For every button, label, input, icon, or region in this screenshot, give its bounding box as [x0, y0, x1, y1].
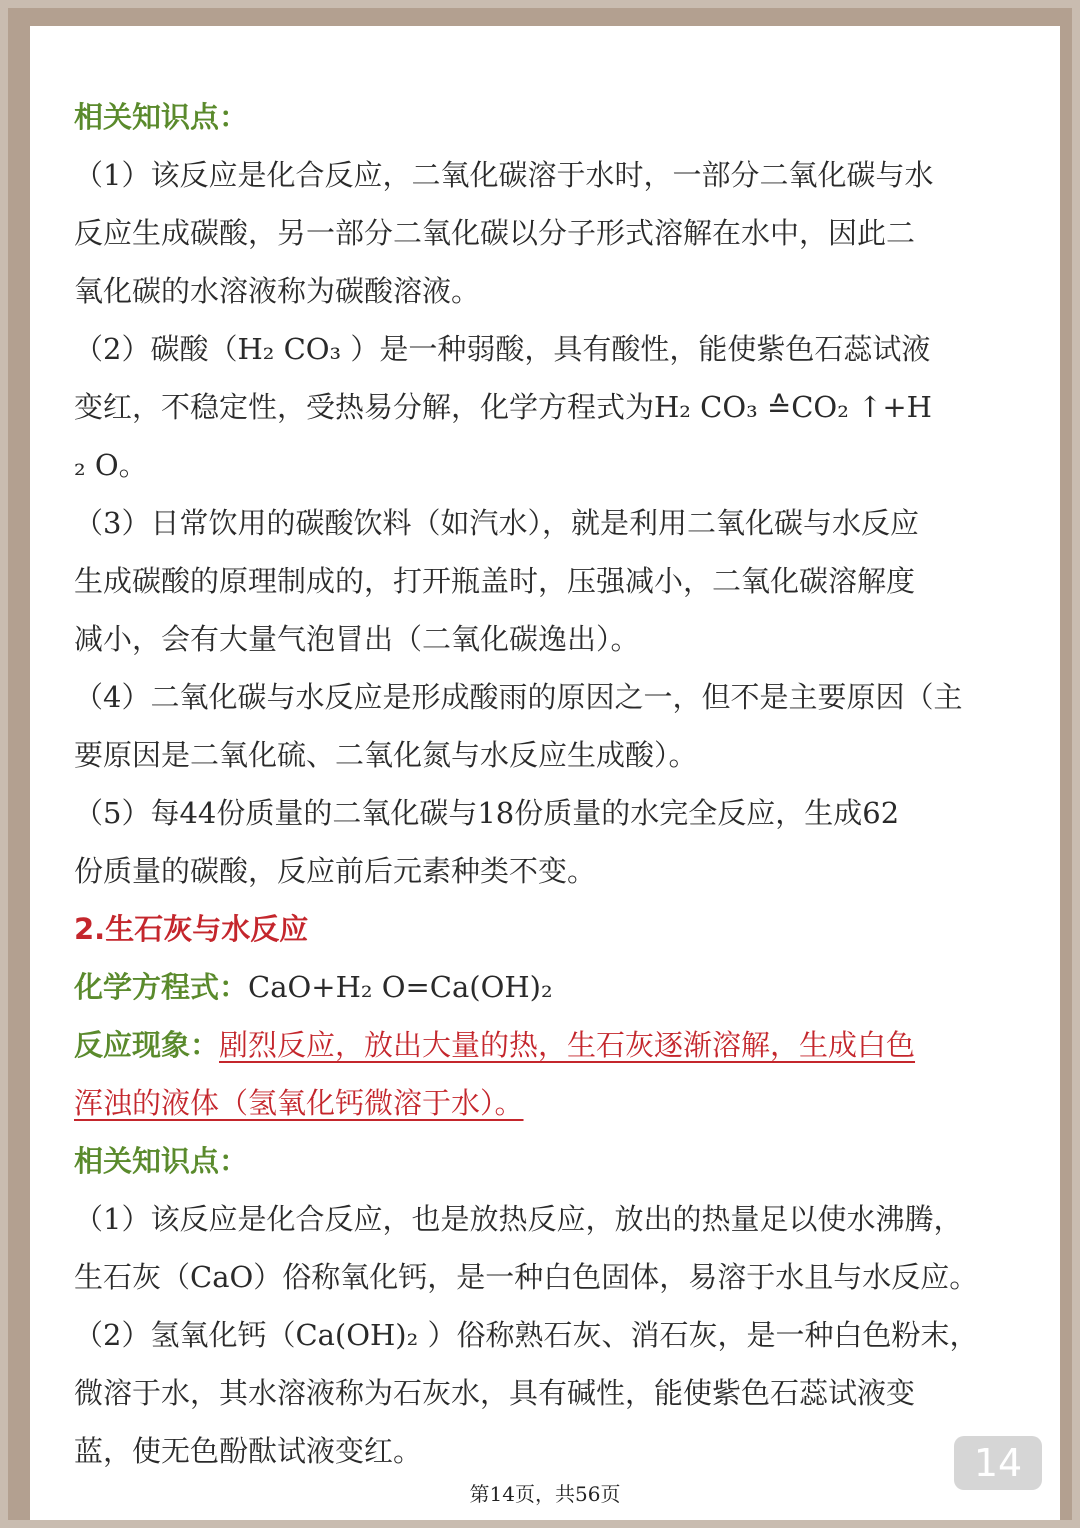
text-line: 变红，不稳定性，受热易分解，化学方程式为H₂ CO₃ ≙CO₂ ↑+H — [74, 390, 932, 424]
phenomenon-label: 反应现象： — [74, 1028, 220, 1062]
equation-text: CaO+H₂ O=Ca(OH)₂ — [248, 970, 553, 1004]
text-line: ₂ O。 — [74, 448, 148, 482]
text-line: （4）二氧化碳与水反应是形成酸雨的原因之一，但不是主要原因（主 — [74, 680, 963, 714]
knowledge-heading-1: 相关知识点： — [74, 100, 249, 134]
equation-row — [74, 958, 1024, 1016]
text-line: （2）碳酸（H₂ CO₃ ）是一种弱酸，具有酸性，能使紫色石蕊试液 — [74, 332, 931, 366]
text-line: （2）氢氧化钙（Ca(OH)₂ ）俗称熟石灰、消石灰，是一种白色粉末， — [74, 1318, 979, 1352]
text-line: （3）日常饮用的碳酸饮料（如汽水），就是利用二氧化碳与水反应 — [74, 506, 919, 540]
text-line: 生石灰（CaO）俗称氧化钙，是一种白色固体，易溶于水且与水反应。 — [74, 1260, 979, 1294]
knowledge-paragraph-2 — [74, 320, 1024, 494]
equation-label: 化学方程式： — [74, 970, 249, 1004]
text-line: 微溶于水，其水溶液称为石灰水，具有碱性，能使紫色石蕊试液变 — [74, 1376, 916, 1410]
page-number-badge: 14 — [954, 1436, 1042, 1490]
knowledge-heading-2: 相关知识点： — [74, 1144, 249, 1178]
knowledge-paragraph-5 — [74, 784, 1024, 900]
text-line: 份质量的碳酸，反应前后元素种类不变。 — [74, 854, 597, 888]
knowledge-paragraph-7 — [74, 1306, 1024, 1480]
text-line: 反应生成碳酸，另一部分二氧化碳以分子形式溶解在水中，因此二 — [74, 216, 916, 250]
text-line: 要原因是二氧化硫、二氧化氮与水反应生成酸）。 — [74, 738, 698, 772]
knowledge-paragraph-3 — [74, 494, 1024, 668]
page-content — [74, 88, 1024, 1480]
knowledge-paragraph-4 — [74, 668, 1024, 784]
document-page — [30, 26, 1060, 1520]
text-line: （1）该反应是化合反应，也是放热反应，放出的热量足以使水沸腾， — [74, 1202, 963, 1236]
knowledge-paragraph-1 — [74, 146, 1024, 320]
text-line: 生成碳酸的原理制成的，打开瓶盖时，压强减小，二氧化碳溶解度 — [74, 564, 916, 598]
page-frame — [8, 8, 1072, 1520]
page-footer: 第14页，共56页 — [469, 1482, 621, 1506]
text-line: 减小，会有大量气泡冒出（二氧化碳逸出）。 — [74, 622, 640, 656]
knowledge-paragraph-6 — [74, 1190, 1024, 1306]
text-line: 蓝，使无色酚酞试液变红。 — [74, 1434, 423, 1468]
section-title: 2.生石灰与水反应 — [74, 912, 309, 946]
text-line: （1）该反应是化合反应，二氧化碳溶于水时，一部分二氧化碳与水 — [74, 158, 934, 192]
phenomenon-block — [74, 1016, 1024, 1132]
phenomenon-text-line1: 剧烈反应，放出大量的热，生石灰逐渐溶解，生成白色 — [219, 1028, 916, 1062]
text-line: 氧化碳的水溶液称为碳酸溶液。 — [74, 274, 481, 308]
text-line: （5）每44份质量的二氧化碳与18份质量的水完全反应，生成62 — [74, 796, 900, 830]
phenomenon-text-line2: 浑浊的液体（氢氧化钙微溶于水）。 — [74, 1086, 524, 1120]
